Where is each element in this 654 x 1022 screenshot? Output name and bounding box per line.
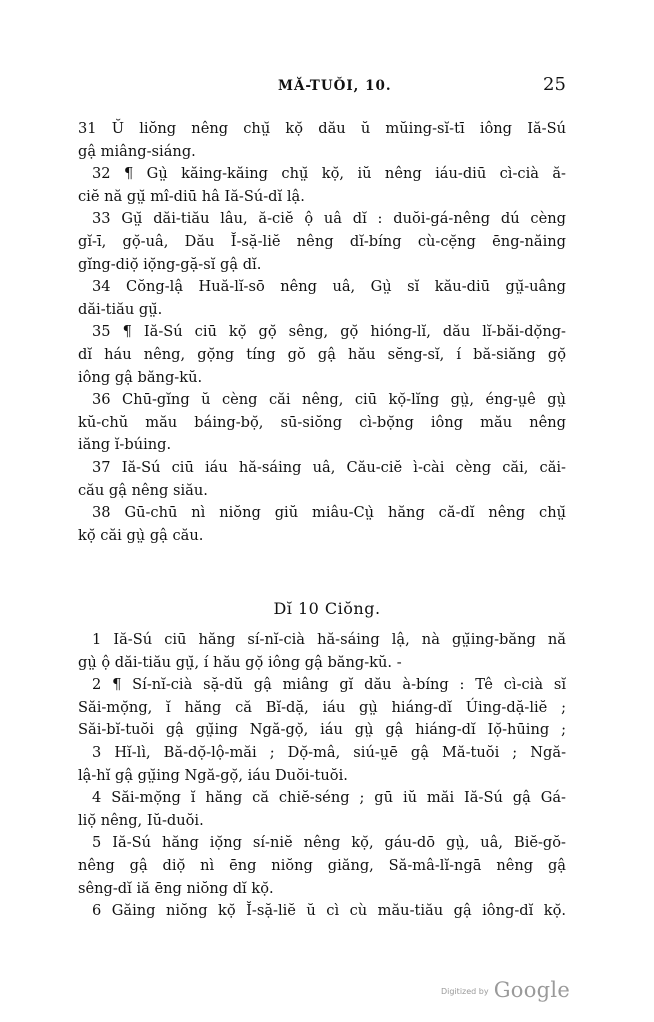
text-line: 31 Ŭ liŏng nêng chṳ̆ kọ̆ dău ŭ mŭing-sĭ-tī iông Iă-Sú <box>78 120 566 137</box>
text-line: dăi-tiău gṳ̆. <box>78 300 163 318</box>
text-line: gṳ̀ ộ dăi-tiău gṳ̆, í hău gọ̆ iông gậ băng-kŭ. - <box>78 653 402 671</box>
text-line: Săi-bĭ-tuŏi gậ gṳ̆ing Ngă-gọ̆, iáu gṳ̀ gậ hiáng-dĭ Iọ̆-hūing ; <box>78 721 566 739</box>
text-line: 3 Hĭ-lì, Bă-dọ̆-lộ-măi ; Dọ̆-mâ, siú-ṳē gậ Mă-tuŏi ; Ngă- <box>92 743 566 761</box>
text-line: ciĕ nă gṳ̆ mî-diū hâ Iă-Sú-dĭ lậ. <box>78 187 305 205</box>
text-line: sêng-dĭ iă ēng niŏng dĭ kọ̆. <box>78 879 274 897</box>
text-line: iông gậ băng-kŭ. <box>78 368 203 386</box>
text-line: 34 Cŏng-lậ Huă-lĭ-sō nêng uâ, Gṳ̀ sĭ kău-diū gṳ̆-uâng <box>92 278 566 296</box>
text-line: Săi-mọ̆ng, ĭ hăng că Bĭ-dặ, iáu gṳ̀ hiáng-dĭ Úing-dặ-liĕ ; <box>78 698 566 716</box>
text-line: 32 ¶ Gṳ̀ kăing-kăing chṳ̆ kọ̆, iŭ nêng iáu-diū cì-cià ă- <box>92 165 566 183</box>
verse-block-chapter-9 <box>78 118 566 547</box>
text-line: 36 Chū-gĭng ŭ cèng căi nêng, ciū kọ̆-lĭng gṳ̀, éng-ṳê gṳ̀ <box>92 391 566 409</box>
text-line: 37 Iă-Sú ciū iáu hă-sáing uâ, Cău-ciĕ ì-cài cèng căi, căi- <box>92 458 566 476</box>
text-line: dĭ háu nêng, gọ̆ng tíng gŏ gậ hău sĕng-sĭ, í bă-siăng gọ̆ <box>78 345 566 363</box>
chapter-heading: Dĭ 10 Ciŏng. <box>273 599 381 618</box>
text-line: gậ miâng-siáng. <box>78 142 196 160</box>
text-line: gĭng-diọ̆ iọ̆ng-gặ-sĭ gậ dĭ. <box>78 255 262 273</box>
running-title: MĂ-TUŎI, 10. <box>278 78 392 94</box>
text-line: 1 Iă-Sú ciū hăng sí-nĭ-cià hă-sáing lậ, nà gṳ̆ing-băng nă <box>92 631 566 648</box>
text-line: 6 Găing niŏng kọ̆ Ĭ-sặ-liĕ ŭ cì cù mău-tiău gậ iông-dĭ kọ̆. <box>92 902 566 920</box>
page-number: 25 <box>543 74 566 95</box>
running-head <box>0 72 654 96</box>
text-line: kŭ-chŭ mău báing-bọ̆, sū-siŏng cì-bọ̆ng iông mău nêng <box>78 413 566 431</box>
text-line: 38 Gū-chū nì niŏng giŭ miâu-Cṳ̀ hăng că-dĭ nêng chṳ̆ <box>92 504 566 522</box>
digitized-by-label: Digitized by <box>441 987 489 996</box>
text-line: kọ̆ căi gṳ̀ gậ cău. <box>78 526 204 544</box>
google-logo: Google <box>493 978 571 1002</box>
text-line: lậ-hĭ gậ gṳ̆ing Ngă-gọ̆, iáu Duŏi-tuŏi. <box>78 766 348 784</box>
text-line: 35 ¶ Iă-Sú ciū kọ̆ gọ̆ sêng, gọ̆ hióng-lĭ, dău lĭ-băi-dọ̆ng- <box>92 323 566 341</box>
text-line: gĭ-ī, gọ̆-uâ, Dău Ĭ-sặ-liĕ nêng dĭ-bíng cù-cẹ̆ng ēng-năing <box>78 232 566 250</box>
digitized-by-google-watermark <box>441 978 570 1002</box>
text-line: 5 Iă-Sú hăng iọ̆ng sí-niĕ nêng kọ̆, gáu-dō gṳ̀, uâ, Biĕ-gŏ- <box>92 834 566 852</box>
text-line: 2 ¶ Sí-nĭ-cià sặ-dŭ gậ miâng gĭ dău à-bíng : Tê cì-cià sĭ <box>92 676 566 694</box>
text-line: nêng gậ diọ̆ nì ēng niŏng giăng, Să-mâ-lĭ-ngā nêng gậ <box>78 856 566 874</box>
text-line: iăng ĭ-búing. <box>78 436 172 454</box>
text-line: liọ̆ nêng, Iŭ-duŏi. <box>78 811 204 829</box>
text-line: 33 Gṳ̆ dăi-tiău lâu, ă-ciĕ ộ uâ dĭ : duŏi-gá-nêng dú cèng <box>92 210 566 228</box>
text-line: cău gậ nêng siău. <box>78 481 208 499</box>
verse-block-chapter-10 <box>78 629 566 923</box>
text-line: 4 Săi-mọ̆ng ĭ hăng că chiĕ-séng ; gū iŭ măi Iă-Sú gậ Gá- <box>92 789 566 807</box>
